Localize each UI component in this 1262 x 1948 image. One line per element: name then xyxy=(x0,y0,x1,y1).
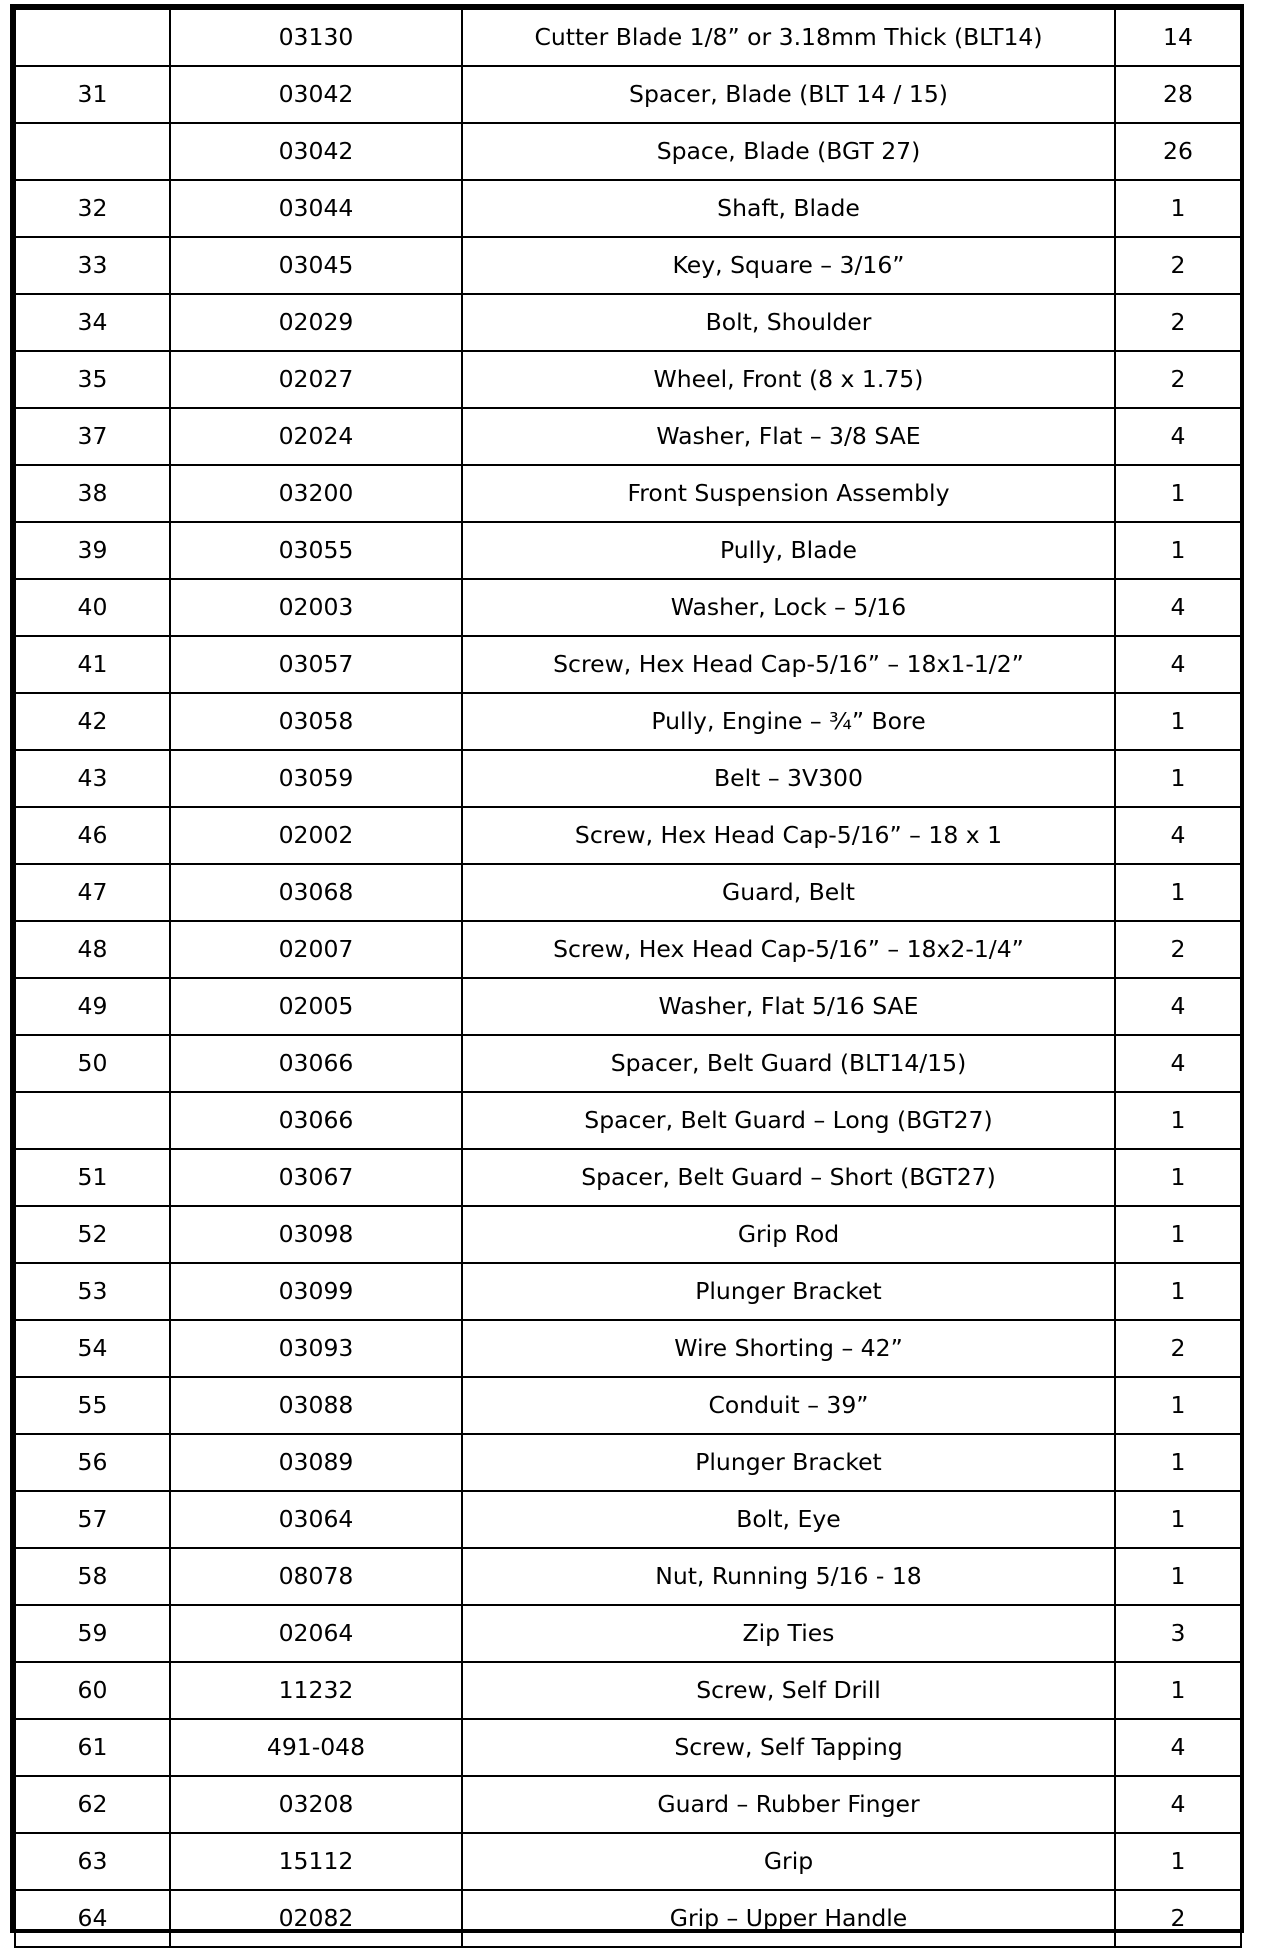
cell-quantity: 4 xyxy=(1115,579,1241,636)
cell-quantity: 1 xyxy=(1115,1377,1241,1434)
cell-part-number: 03098 xyxy=(170,1206,462,1263)
cell-description: Grip Rod xyxy=(462,1206,1115,1263)
cell-part-number: 02005 xyxy=(170,978,462,1035)
cell-quantity: 14 xyxy=(1115,9,1241,66)
cell-description: Plunger Bracket xyxy=(462,1263,1115,1320)
cell-part-number: 03042 xyxy=(170,66,462,123)
cell-quantity: 3 xyxy=(1115,1605,1241,1662)
cell-quantity: 1 xyxy=(1115,180,1241,237)
cell-description: Bolt, Eye xyxy=(462,1491,1115,1548)
cell-description: Pully, Engine – ¾” Bore xyxy=(462,693,1115,750)
cell-ref xyxy=(15,1092,170,1149)
table-row xyxy=(15,750,1241,807)
cell-description: Spacer, Belt Guard – Long (BGT27) xyxy=(462,1092,1115,1149)
cell-ref: 33 xyxy=(15,237,170,294)
cell-description: Belt – 3V300 xyxy=(462,750,1115,807)
cell-quantity: 2 xyxy=(1115,1890,1241,1947)
cell-quantity: 4 xyxy=(1115,807,1241,864)
cell-description: Spacer, Belt Guard – Short (BGT27) xyxy=(462,1149,1115,1206)
cell-ref: 35 xyxy=(15,351,170,408)
cell-description: Screw, Hex Head Cap-5/16” – 18x1-1/2” xyxy=(462,636,1115,693)
cell-part-number: 03130 xyxy=(170,9,462,66)
cell-part-number: 03057 xyxy=(170,636,462,693)
cell-description: Spacer, Belt Guard (BLT14/15) xyxy=(462,1035,1115,1092)
table-row xyxy=(15,1833,1241,1890)
table-row xyxy=(15,1149,1241,1206)
cell-description: Guard – Rubber Finger xyxy=(462,1776,1115,1833)
cell-quantity: 26 xyxy=(1115,123,1241,180)
cell-part-number: 03044 xyxy=(170,180,462,237)
cell-part-number: 491-048 xyxy=(170,1719,462,1776)
cell-description: Cutter Blade 1/8” or 3.18mm Thick (BLT14) xyxy=(462,9,1115,66)
cell-quantity: 1 xyxy=(1115,1263,1241,1320)
cell-ref: 52 xyxy=(15,1206,170,1263)
cell-description: Key, Square – 3/16” xyxy=(462,237,1115,294)
table-row xyxy=(15,1662,1241,1719)
table-row xyxy=(15,1320,1241,1377)
cell-ref: 62 xyxy=(15,1776,170,1833)
parts-table-body xyxy=(15,9,1241,1947)
cell-quantity: 28 xyxy=(1115,66,1241,123)
cell-part-number: 03068 xyxy=(170,864,462,921)
cell-part-number: 03208 xyxy=(170,1776,462,1833)
cell-part-number: 02002 xyxy=(170,807,462,864)
table-row xyxy=(15,1491,1241,1548)
cell-quantity: 4 xyxy=(1115,978,1241,1035)
table-row xyxy=(15,408,1241,465)
table-row xyxy=(15,1605,1241,1662)
cell-ref: 63 xyxy=(15,1833,170,1890)
cell-part-number: 03067 xyxy=(170,1149,462,1206)
cell-part-number: 03200 xyxy=(170,465,462,522)
cell-part-number: 02007 xyxy=(170,921,462,978)
cell-part-number: 11232 xyxy=(170,1662,462,1719)
table-row xyxy=(15,636,1241,693)
cell-ref: 49 xyxy=(15,978,170,1035)
table-row xyxy=(15,180,1241,237)
table-row xyxy=(15,66,1241,123)
cell-part-number: 03045 xyxy=(170,237,462,294)
cell-part-number: 03059 xyxy=(170,750,462,807)
cell-description: Screw, Self Drill xyxy=(462,1662,1115,1719)
cell-part-number: 03093 xyxy=(170,1320,462,1377)
parts-table-container xyxy=(14,8,1240,1948)
cell-part-number: 03066 xyxy=(170,1092,462,1149)
cell-ref: 46 xyxy=(15,807,170,864)
cell-quantity: 2 xyxy=(1115,921,1241,978)
cell-ref: 34 xyxy=(15,294,170,351)
table-row xyxy=(15,1434,1241,1491)
cell-description: Washer, Flat – 3/8 SAE xyxy=(462,408,1115,465)
cell-ref: 40 xyxy=(15,579,170,636)
cell-description: Plunger Bracket xyxy=(462,1434,1115,1491)
table-row xyxy=(15,465,1241,522)
table-row xyxy=(15,351,1241,408)
cell-part-number: 03042 xyxy=(170,123,462,180)
cell-ref: 32 xyxy=(15,180,170,237)
table-row xyxy=(15,1263,1241,1320)
cell-description: Guard, Belt xyxy=(462,864,1115,921)
cell-part-number: 03064 xyxy=(170,1491,462,1548)
cell-part-number: 15112 xyxy=(170,1833,462,1890)
cell-quantity: 2 xyxy=(1115,294,1241,351)
table-row xyxy=(15,1206,1241,1263)
cell-part-number: 03055 xyxy=(170,522,462,579)
cell-description: Washer, Flat 5/16 SAE xyxy=(462,978,1115,1035)
cell-description: Zip Ties xyxy=(462,1605,1115,1662)
cell-part-number: 03089 xyxy=(170,1434,462,1491)
cell-part-number: 02029 xyxy=(170,294,462,351)
cell-ref: 56 xyxy=(15,1434,170,1491)
cell-description: Nut, Running 5/16 - 18 xyxy=(462,1548,1115,1605)
cell-quantity: 4 xyxy=(1115,1035,1241,1092)
cell-description: Shaft, Blade xyxy=(462,180,1115,237)
cell-description: Conduit – 39” xyxy=(462,1377,1115,1434)
cell-quantity: 1 xyxy=(1115,522,1241,579)
table-row xyxy=(15,807,1241,864)
table-row xyxy=(15,1890,1241,1947)
cell-ref: 41 xyxy=(15,636,170,693)
cell-quantity: 4 xyxy=(1115,408,1241,465)
cell-ref: 61 xyxy=(15,1719,170,1776)
cell-description: Screw, Self Tapping xyxy=(462,1719,1115,1776)
cell-description: Grip xyxy=(462,1833,1115,1890)
table-row xyxy=(15,1719,1241,1776)
cell-description: Spacer, Blade (BLT 14 / 15) xyxy=(462,66,1115,123)
table-row xyxy=(15,1377,1241,1434)
cell-quantity: 1 xyxy=(1115,864,1241,921)
cell-ref: 31 xyxy=(15,66,170,123)
cell-ref: 55 xyxy=(15,1377,170,1434)
cell-quantity: 1 xyxy=(1115,750,1241,807)
cell-part-number: 08078 xyxy=(170,1548,462,1605)
cell-ref: 60 xyxy=(15,1662,170,1719)
cell-description: Wheel, Front (8 x 1.75) xyxy=(462,351,1115,408)
cell-quantity: 1 xyxy=(1115,1092,1241,1149)
cell-quantity: 1 xyxy=(1115,1833,1241,1890)
cell-quantity: 1 xyxy=(1115,1206,1241,1263)
cell-ref: 51 xyxy=(15,1149,170,1206)
cell-part-number: 03058 xyxy=(170,693,462,750)
cell-quantity: 1 xyxy=(1115,1149,1241,1206)
cell-quantity: 1 xyxy=(1115,1548,1241,1605)
table-row xyxy=(15,978,1241,1035)
cell-ref: 53 xyxy=(15,1263,170,1320)
cell-ref xyxy=(15,9,170,66)
cell-part-number: 02024 xyxy=(170,408,462,465)
cell-ref: 57 xyxy=(15,1491,170,1548)
cell-ref: 37 xyxy=(15,408,170,465)
cell-description: Pully, Blade xyxy=(462,522,1115,579)
cell-description: Bolt, Shoulder xyxy=(462,294,1115,351)
table-row xyxy=(15,1776,1241,1833)
cell-part-number: 03066 xyxy=(170,1035,462,1092)
cell-part-number: 02027 xyxy=(170,351,462,408)
parts-table xyxy=(14,8,1242,1948)
cell-ref: 47 xyxy=(15,864,170,921)
cell-ref: 54 xyxy=(15,1320,170,1377)
cell-ref: 48 xyxy=(15,921,170,978)
cell-description: Washer, Lock – 5/16 xyxy=(462,579,1115,636)
cell-part-number: 03088 xyxy=(170,1377,462,1434)
table-row xyxy=(15,294,1241,351)
table-row xyxy=(15,237,1241,294)
cell-ref: 42 xyxy=(15,693,170,750)
cell-quantity: 1 xyxy=(1115,693,1241,750)
cell-part-number: 03099 xyxy=(170,1263,462,1320)
cell-ref: 38 xyxy=(15,465,170,522)
cell-quantity: 4 xyxy=(1115,636,1241,693)
cell-ref: 59 xyxy=(15,1605,170,1662)
table-row xyxy=(15,1548,1241,1605)
cell-quantity: 2 xyxy=(1115,1320,1241,1377)
cell-part-number: 02082 xyxy=(170,1890,462,1947)
cell-ref xyxy=(15,123,170,180)
table-row xyxy=(15,1092,1241,1149)
table-row xyxy=(15,579,1241,636)
table-row xyxy=(15,9,1241,66)
cell-quantity: 1 xyxy=(1115,1662,1241,1719)
cell-part-number: 02003 xyxy=(170,579,462,636)
table-row xyxy=(15,1035,1241,1092)
table-row xyxy=(15,921,1241,978)
cell-quantity: 1 xyxy=(1115,1434,1241,1491)
cell-ref: 64 xyxy=(15,1890,170,1947)
cell-quantity: 4 xyxy=(1115,1719,1241,1776)
cell-quantity: 2 xyxy=(1115,351,1241,408)
cell-description: Space, Blade (BGT 27) xyxy=(462,123,1115,180)
table-row xyxy=(15,123,1241,180)
cell-ref: 43 xyxy=(15,750,170,807)
cell-ref: 50 xyxy=(15,1035,170,1092)
cell-part-number: 02064 xyxy=(170,1605,462,1662)
cell-quantity: 2 xyxy=(1115,237,1241,294)
cell-description: Screw, Hex Head Cap-5/16” – 18 x 1 xyxy=(462,807,1115,864)
table-row xyxy=(15,693,1241,750)
cell-quantity: 1 xyxy=(1115,465,1241,522)
cell-description: Screw, Hex Head Cap-5/16” – 18x2-1/4” xyxy=(462,921,1115,978)
cell-ref: 58 xyxy=(15,1548,170,1605)
cell-description: Wire Shorting – 42” xyxy=(462,1320,1115,1377)
cell-ref: 39 xyxy=(15,522,170,579)
cell-description: Front Suspension Assembly xyxy=(462,465,1115,522)
cell-description: Grip – Upper Handle xyxy=(462,1890,1115,1947)
table-row xyxy=(15,864,1241,921)
cell-quantity: 1 xyxy=(1115,1491,1241,1548)
table-row xyxy=(15,522,1241,579)
cell-quantity: 4 xyxy=(1115,1776,1241,1833)
